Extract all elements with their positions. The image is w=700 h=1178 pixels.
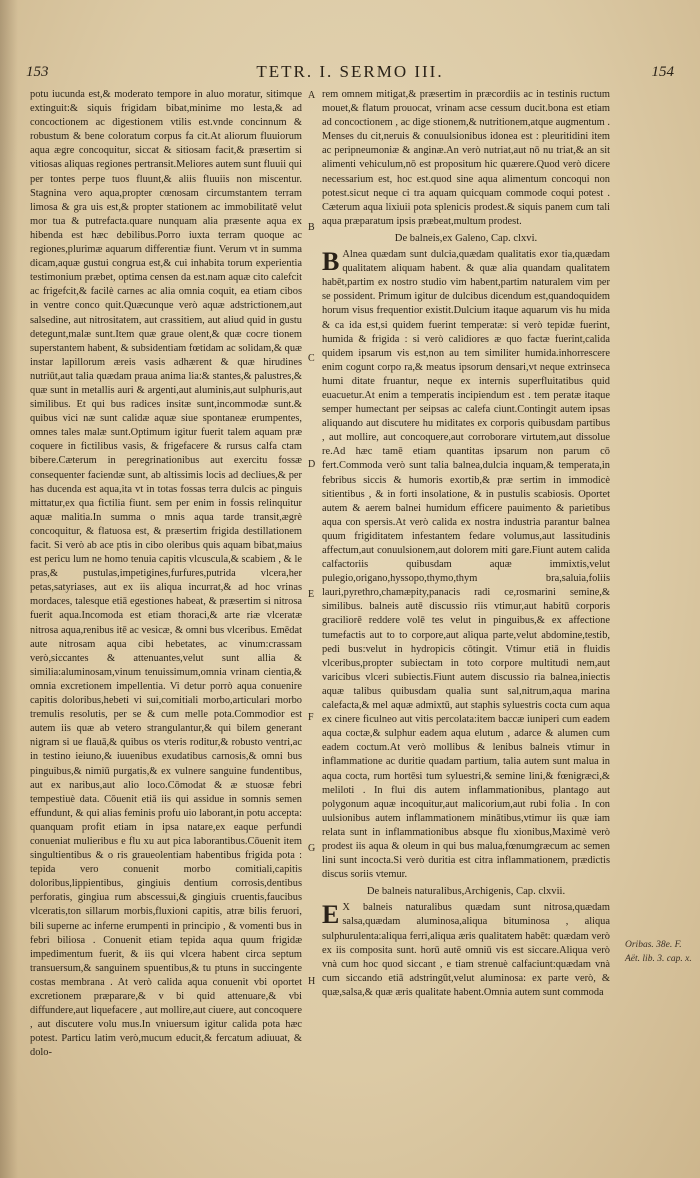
margin-letter-g: G <box>308 843 316 854</box>
running-title: TETR. I. SERMO III. <box>256 62 444 81</box>
margin-letter-d: D <box>308 459 316 470</box>
left-column-text: potu iucunda est,& moderato tempore in aluo moratur, sitimque extinguit:& siquis frigidam bibat,minime mo lesta,& ad concoctionem ac digestionem vtilis est.vnde concinnum & robustum & bene coloratum corpus fa cit.At aliorum fluuiorum aqua ægre concoquitur, siccat & sitiosam facit,& præsertim si vitiosas aliquas regiones pertransit.Meliores autem sunt fluuii qui per tontes perpe tuos fluunt,& aliis fluuiis non miscentur. Stagnina vero aqua,propter cœnosam circumstantem terram limosa & gra uis est,& propter stationem ac immobilitatē velut mor tua & putrefacta.quare nunquam alia præsente aqua ex hibenda est hæc debilibus.Porro iuxta terram quoque ac regiones,plurimæ aquarum differentiæ fiunt. Verum vt in summa dicam,aquæ gustui congrua est,& cui inhabita torum experientia testimonium præbet, optima censen da est.nam aquæ cito calefcit ac frigefcit,& facilè carnes ac alia omnia coquit, ea etiam cibos in ventre conco quit.Quæcunque verò aquæ adstrictionem,aut salsedine, aut nitrositatem, aut crassitiem, aut aliud quid in gustu detegunt,malæ sunt.Item quæ graue olent,& quæ cocre tionem superstantem habent, & subsidentiam fœtidam ac solidam,& quæ instar lapillorum æreis vasis adhærent & quæ hirudines nutriūt,aut talia quædam praua anima lia:& stantes,& palustres,& quæ sunt in metallis auri & argenti,aut aluminis,aut sulphuris,aut similibus. Et qui bus radices insitæ sunt,incommodæ sunt.& quibus vici næ sunt calidæ aquæ siue spontaneæ erumpentes, omnes tales malæ sunt.Optimum igitur fuerit talem aquam præ coquere in fictilibus vasis, & frigefacere & rursus calfa ctam bibere.Cæterum in peregrinationibus aut exercitu fossæ consequenter faciendæ sunt, ab altissimis locis ad decliues,& per has ducenda est aqua,ita vt in totas fossas terra dulcis ac pinguis mittatur,ex qua fictilia fiunt. sem per enim in fossis relinquitur aquæ malitia.In summa o mnis aqua tarde transit,ægrè concoquitur, & flatuosa est, & præsertim frigida destillationem facit. Si verò ab ace ptis in cibo oleribus quis aquam bibat,maius est pericu lum ne homo tenuia capitis vlcuscula,& scabiem , & le pras,& pustulas,impetigines,furfures,putrida vlcera,her petas,satyriases, aut ex iis aliqua incurrat,& ad hoc vrinas mordaces, talesque etiā egestiones habeat, & præsertim si nitrosa fuerit aqua.Incomoda est etiam thoraci,& arte riæ vlceratæ nitrosa aqua,renibus itē ac vesicæ, & omni bus vlceribus. Emēdat aute nitrosam aqua cibi hebetates, ac vinum:crassam verò,siccantes & attenuantes,velut sunt allia & similia:aluminosam,vinum tenuissimum,omnia vrinam cientia,& omnia excretionem impellentia. Vi detur porrò aqua conuenire capitis doloribus,hebeti vi sui,comitiali morbo,articulari morbo tremulis resolutis, per se & cum melle pota.Commodior est autem iis quæ ab vetero strangulantur,& qui bilem generant nigram si ue flauā,& quibus os vteris roditur,& robusto ventri,ac in testino ieiuno,& iuuenibus exudatibus carnosis,& omni bus pinguibus,& nimiū purgatis,& ex vulnere sanguine fundentibus, aut ex naribus,aut alio loco.Cōmodat & æ stuosæ febri tempestiuè data. Cōuenit etiā iis qui assidue in somnis semen effundunt, & qui alias feminis profu uio laborant,in potu accepta: quanquam profit etiam in ipsa natare,ex eaque perfundi conueniat mulieribus e flu xu aut pica laborantibus.Cōuenit item singultientibus & o ris graueolentiam habentibus frigida pota : tepida vero conuenit morbo comitiali,capitis doloribus,lippientibus, gingiuis dentium corrosis,dentibus perforatis, gingiua rum abscessui,& gingiuis cruentis,faucibus vlceratis,ton sillarum morbis,fluxioni capitis, atræ bilis feruori, bili superne ac inferne erumpenti in principio , & vomenti bus in febri biliosa . Conuenit etiam tepida aqua quum frigidæ impedimentum fuerit, & iis qui vlcera habent circa septum transuersum,& sanguinem spuentibus,& tu ptuns in succingente costas membrana . At verò calida aqua conuenit vbi oportet excretionem præparare,& v bi quid attenuare,& vbi diffundere,aut liquefacere , aut mollire,aut ciuere, aut concoquere , aut discutere volu mus.In vniuersum igitur calida pota hæc potest. Particu latim verò,mucum educit,& fercatum adiuuat, & dolo- <box>30 89 302 1059</box>
right-column <box>322 88 610 1000</box>
margin-letter-b: B <box>308 222 315 233</box>
right-para-1: rem omnem mitigat,& præsertim in præcordiis ac in testinis ructum mouet,& flatum prouocat, vrinam acse cessum ducit.bona est etiam ad concoctionem , ac dige stionem,& nutritionem,atque augmentum . Menses du cit,neruis & conuulsionibus idonea est : pleuritidini item ac peripneumoniæ & anginæ.An verò nutriat,aut nō nu triat,& an sit alimenti vehiculum,nō est propositum hic quærere.Quod verò dicere necessarium est, hoc est.quod sine aqua alimentum concoqui non potest.sicut neque ci tra aquam quicquam commode coqui potest . Cæterum aqua lixiuii pota splenicis prodest.& siquis panem cum tali aqua præparatum ipsis præbeat,multum prodest. <box>322 89 610 227</box>
gutter-shadow <box>0 0 18 1178</box>
margin-letter-f: F <box>308 712 314 723</box>
margin-letter-c: C <box>308 353 315 364</box>
margin-note-2: Aët. lib. 3. cap. x. <box>625 954 692 964</box>
margin-letter-h: H <box>308 976 316 987</box>
page-number-left: 153 <box>26 64 49 80</box>
margin-note-1: Oribas. 38e. F. <box>625 940 682 950</box>
drop-initial-e: E <box>322 900 340 930</box>
right-para-2 <box>322 248 610 882</box>
right-para-3 <box>322 901 610 1000</box>
drop-initial-b: B <box>322 247 340 277</box>
chapter-heading-166: De balneis,ex Galeno, Cap. clxvi. <box>394 232 538 244</box>
chapter-heading-167: De balneis naturalibus,Archigenis, Cap. clxvii. <box>366 886 566 898</box>
page-header <box>26 62 674 88</box>
right-para-2-text: Alnea quædam sunt dulcia,quædam qualitatis exor tia,quædam qualitatem aliquam habent. & quæ alia quandam qualitatem habēt,partim ex nostro studio vim habent,partim naturalem vim per se possident. Primum igitur de dulcibus dicendum est,quandoquidem horum visus frequentior existit.Dulcium itaque aquarum vis hu mida & ca ida est,si quidem fuerint temperatæ: si verò tepidæ fuerint, humida & frigida : si verò calidiores æ quo factæ fuerint,calida quidem ipsarum vis est,non au tem similiter humida.inhorrescere enim cogunt corpo ra,& meatus ipsorum densari,vt neque extrinseca humi ditate fruantur, neque ex internis superfluitatibus quid euacuetur.At enim a temperatis incipiendum est . tem peratæ itaque semper humectant per seipsas ac calefa ciunt.Contingit autem ipsas aliquando aut discutere hu miditates ex corporis quibusdam partibus , aut mollire, aut concoquere,aut corroborare virtutem,aut dissolue re.Ad hæc tamē etiam quantitas ipsarum non parum cō fert.Commoda verò sunt talia balnea,dulcia inquam,& temperata,in febribus siccis & humoris exortib,& præ sertim in immodicè sitientibus , & in forti insolatione, & in pustulis scabiosis. Oportet autem & aerem balnei humidum efficere pauimento & parietibus aqua con spersis.At verò calida ex nostra industria parantur balnea quum frigiditatem infestantem fedare volumus,aut lassitudinis affectum,aut conuulsionem,aut dolorem miti gare.Fiunt autem calida calfactoriis quibusdam aquæ immixtis,velut pulegio,origano,hyssopo,thymo,thym bra,saluia,foliis lauri,pyrethro,chamæpity,panacis radi ce,rosmarini semine,& similibus. balneis autē discussio riis vtimur,aut habitū corporis graciliorē reddere volē tes velut in pinguibus,& ex affectione tumefactis aut to to corpore,aut aliqua parte,velut abdomine,testib, pedi bus:velut in hydropicis cōtingit. Vtimur etiā in fluidis vlceribus,propter subiectam in toto corpore multitudi nem,aut varicibus vlceri subiectis.Fiunt autem discussio ria balnea,iniectis aquæ talibus quibusdam qualia sunt sal,nitrum,aqua marina calefacta,& mel aquæ admixtū, aut staphis syluestris cocta cum aqua ex cinere ficulneo aut vitis percolata:item baccæ iuniperi cum eadem aqua coctæ,& sulphur eadem aqua elutum , adarce & alumen cum eadem coctum.At verò mollibus & lenibus balneis vtimur in inflammatione ac duritie quadam partium, talia autem sunt malua in aqua cocta, rum hortēsi tum syluestri,& semine lini,& fœnigræci,& meliloti . In flui dis autem inflammationibus, plantago aut polygonum aquæ incoquitur,aut malicorium,aut rubi folia . In con uulsionibus autem inflammationem minātibus,vtimur iis quæ iam relata sunt in inflammationibus absque flu xionibus,Maximè verò prodest iis aqua & oleum in qui bus malua,fœnumgræcum ac semen lini sunt incocta.Si verò duritia est citra inflammationem, prædictis discus soriis vtemur. <box>322 249 610 881</box>
left-column <box>30 88 302 1060</box>
margin-letter-a: A <box>308 90 316 101</box>
right-para-3-text: X balneis naturalibus quædam sunt nitrosa,quædam salsa,quædam aluminosa,aliqua bituminosa , aliqua sulphurulenta:aliqua ferri,aliqua æris qualitatem habēt: quædam verò ex iis composita sunt. horū autē omniū vis est siccare.Aliqua verò vnà cum hoc quod siccant , e tiam strenuè calfaciunt:quædam vnà cum siccando etiā adstringūt,velut aluminosa: ex parte verò, & quæ,salsa,& quæ æris qualitate habent.Omnia autem sunt commoda <box>322 902 610 998</box>
page-number-right: 154 <box>651 64 674 80</box>
margin-letter-e: E <box>308 589 315 600</box>
